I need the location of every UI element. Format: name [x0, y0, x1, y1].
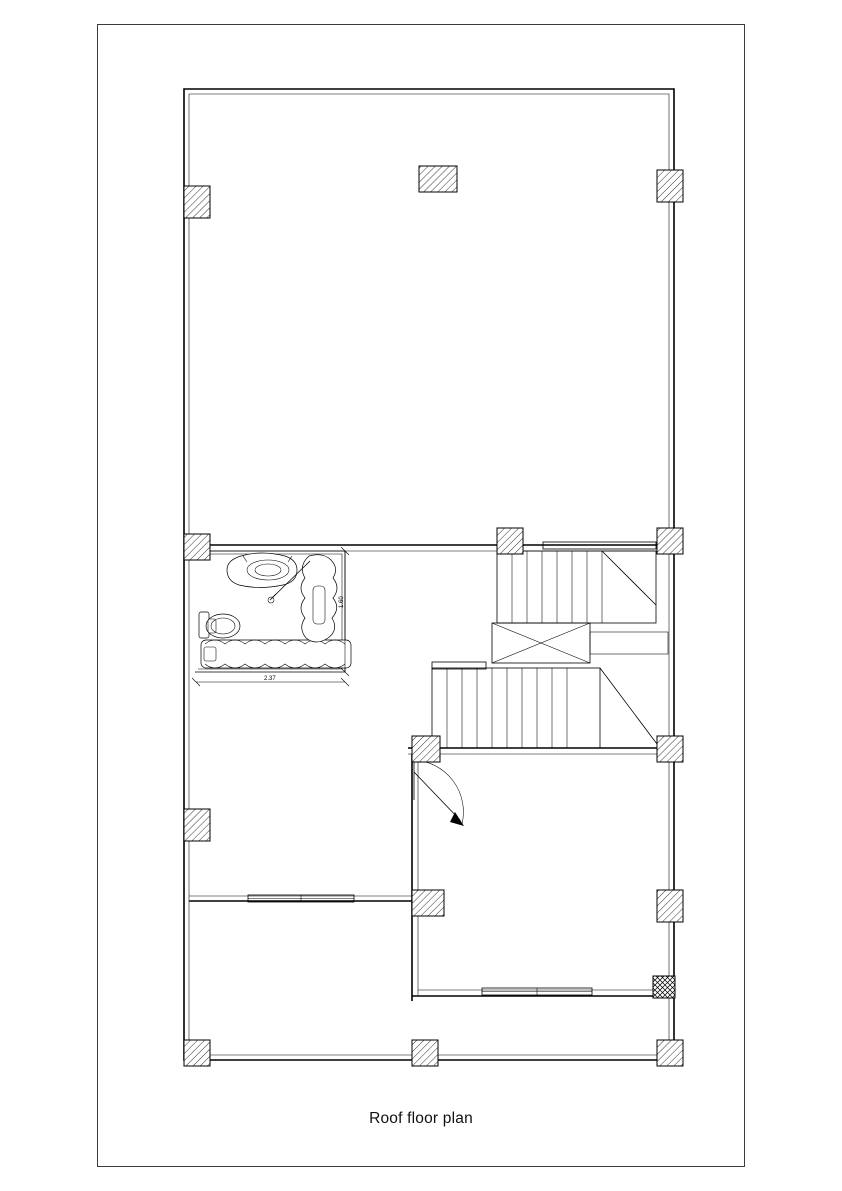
bathtub	[201, 640, 351, 668]
plan-title: Roof floor plan	[369, 1110, 473, 1127]
column	[657, 528, 683, 554]
stair-hall	[432, 542, 668, 748]
toilet	[199, 612, 240, 638]
columns	[184, 166, 683, 1066]
bathroom	[192, 547, 351, 686]
column	[657, 890, 683, 922]
column	[412, 1040, 438, 1066]
column	[497, 528, 523, 554]
door-swing-roof-room	[414, 760, 464, 826]
window-bottom	[482, 988, 592, 995]
column	[412, 890, 444, 916]
dimension-label: 1.60	[339, 596, 345, 608]
interior-walls	[184, 545, 674, 1001]
washbasin	[227, 553, 297, 588]
column	[657, 170, 683, 202]
column	[653, 976, 675, 998]
column	[419, 166, 457, 192]
column	[184, 186, 210, 218]
column	[412, 736, 440, 762]
column	[184, 534, 210, 560]
stair-flight-lower	[432, 662, 660, 748]
column	[184, 809, 210, 841]
dimension-label: 2.37	[264, 676, 276, 682]
column	[657, 1040, 683, 1066]
elevator-shaft	[492, 623, 668, 663]
column	[657, 736, 683, 762]
column	[184, 1040, 210, 1066]
